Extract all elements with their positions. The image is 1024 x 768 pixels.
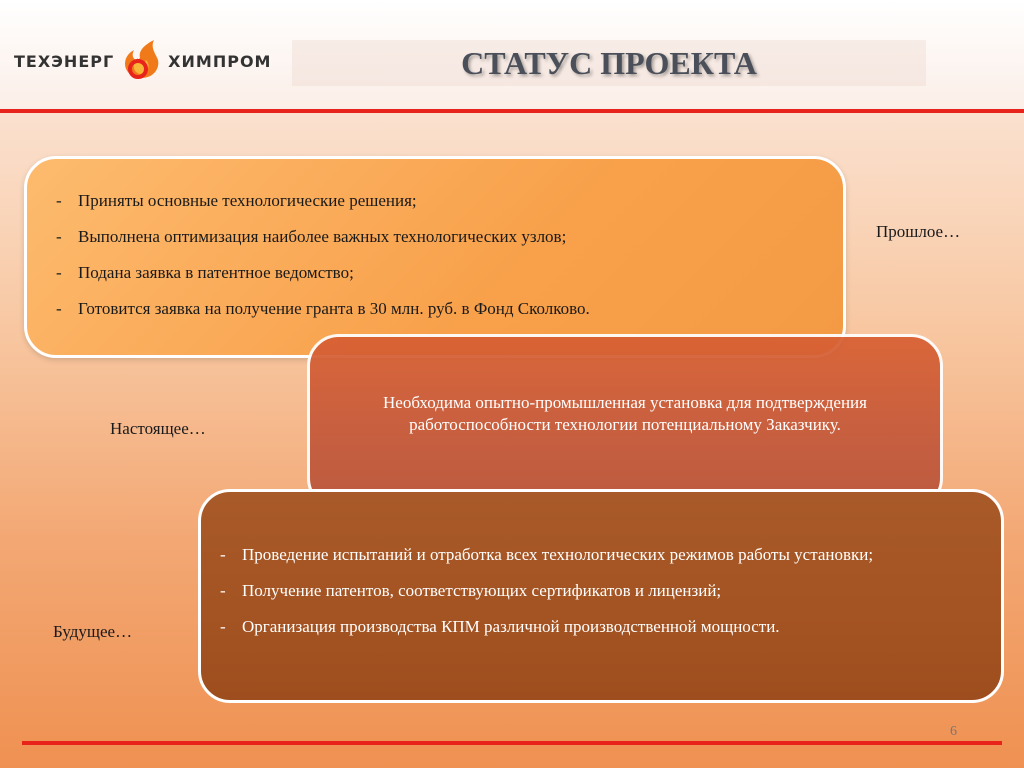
- logo-text-right: ХИМПРОМ: [168, 51, 272, 71]
- present-label: Настоящее…: [110, 419, 206, 438]
- list-item: - Выполнена оптимизация наиболее важных технологических узлов;: [56, 226, 816, 248]
- future-list: [220, 544, 980, 652]
- list-item: - Подана заявка в патентное ведомство;: [56, 262, 816, 284]
- past-list: [56, 190, 816, 334]
- list-item: - Приняты основные технологические решения;: [56, 190, 816, 212]
- company-logo: [14, 36, 271, 86]
- flame-icon: [116, 36, 166, 86]
- list-item: - Готовится заявка на получение гранта в 30 млн. руб. в Фонд Сколково.: [56, 298, 816, 320]
- page-title: СТАТУС ПРОЕКТА: [461, 45, 757, 81]
- list-item: - Организация производства КПМ различной производственной мощности.: [220, 616, 980, 638]
- past-label: Прошлое…: [876, 222, 961, 241]
- logo-text-left: ТЕХЭНЕРГ: [14, 51, 115, 71]
- page-number: 6: [950, 724, 957, 739]
- list-item: - Получение патентов, соответствующих сертификатов и лицензий;: [220, 580, 980, 602]
- header-divider: [0, 109, 1024, 113]
- footer-divider: [22, 741, 1002, 745]
- list-item: - Проведение испытаний и отработка всех технологических режимов работы установки;: [220, 544, 980, 566]
- future-label: Будущее…: [53, 622, 133, 641]
- present-text: Необходима опытно-промышленная установка для подтверждения работоспособности технологии потенциальному Заказчику.: [383, 393, 867, 434]
